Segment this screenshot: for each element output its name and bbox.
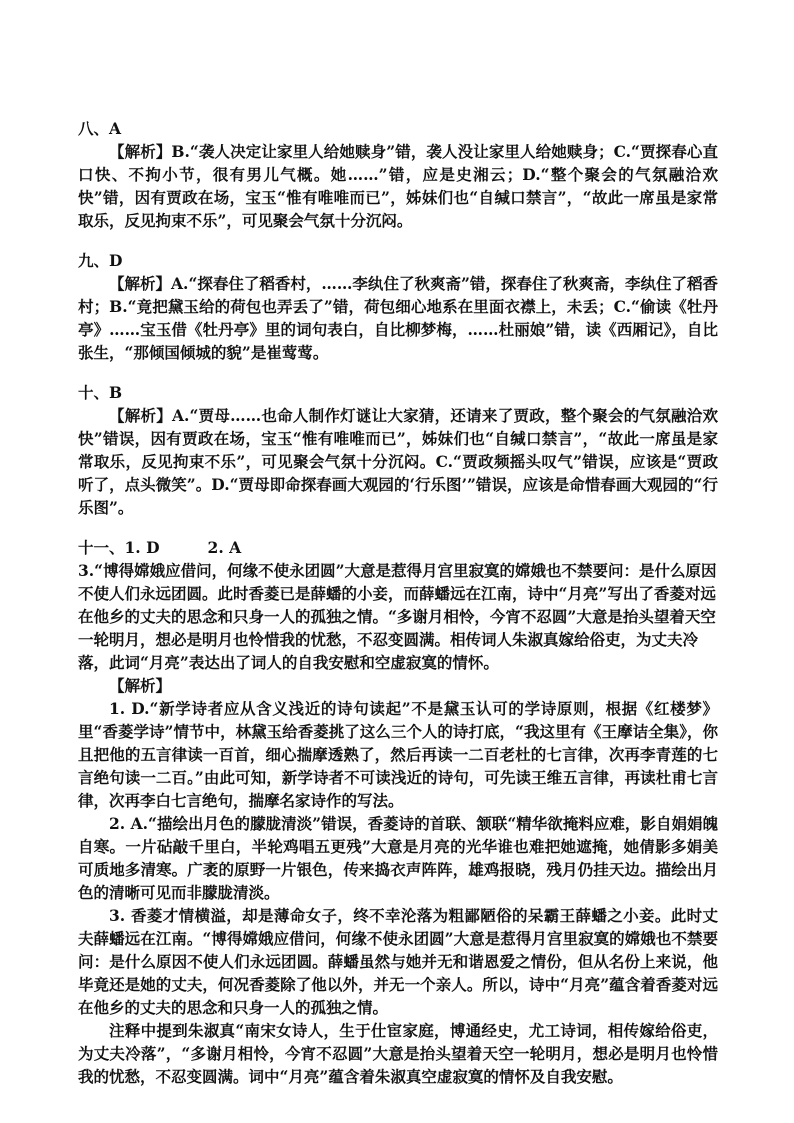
answer-section-9 <box>78 250 718 364</box>
answer-heading: 十、B <box>78 383 123 402</box>
analysis-paragraph: 【解析】A.“贾母……也命人制作灯谜让大家猜，还请来了贾政，整个聚会的气氛融洽欢快”错误，因有贾政在场，宝玉“惟有唯唯而已”，姊妹们也“自缄口禁言”，“故此一席虽是家常取乐，反见拘束不乐”，可见聚会气氛十分沉闷。C.“贾政频摇头叹气”错误，应该是“贾政听了，点头微笑”。D.“贾母即命探春画大观园的‘行乐图’”错误，应该是命惜春画大观园的“行乐图”。 <box>78 406 718 517</box>
answer-section-8 <box>78 118 718 232</box>
question-3-answer: 3.“博得嫦娥应借问，何缘不使永团圆”大意是惹得月宫里寂寞的嫦娥也不禁要问：是什么原因不使人们永远团圆。此时香菱已是薛蟠的小妾，而薛蟠远在江南，诗中“月亮”写出了香菱对远在他乡的丈夫的思念和只身一人的孤独之情。“多谢月相怜，今宵不忍圆”大意是抬头望着天空一轮明月，想必是明月也怜惜我的忧愁，不忍变圆满。相传词人朱淑真嫁给俗吏，为丈夫冷落，此词“月亮”表达出了词人的自我安慰和空虚寂寞的情怀。 <box>78 561 717 672</box>
analysis-paragraph: 【解析】B.“袭人决定让家里人给她赎身”错，袭人没让家里人给她赎身；C.“贾探春心直口快、不拘小节，很有男儿气概。她……”错，应是史湘云；D.“整个聚会的气氛融洽欢快”错，因有贾政在场，宝玉“惟有唯唯而已”，姊妹们也“自缄口禁言”，“故此一席虽是家常取乐，反见拘束不乐”，可见聚会气氛十分沉闷。 <box>78 142 718 230</box>
analysis-paragraph: 1. D.“新学诗者应从含义浅近的诗句读起”不是黛玉认可的学诗原则，根据《红楼梦》里“香菱学诗”情节中，林黛玉给香菱挑了这么三个人的诗打底，“我这里有《王摩诘全集》，你且把他的五言律读一百首，细心揣摩透熟了，然后再读一二百老杜的七言律，次再李青莲的七言绝句读一二百。”由此可知，新学诗者不可读浅近的诗句，可先读王维五言律，再读杜甫七言律，次再李白七言绝句，揣摩名家诗作的写法。 <box>78 699 718 810</box>
sub-answer-1: 十一、1. D <box>78 538 160 557</box>
answer-section-11 <box>78 537 718 1088</box>
analysis-paragraph: 2. A.“描绘出月色的朦胧清淡”错误，香菱诗的首联、颔联“精华欲掩料应难，影自娟娟魄自寒。一片砧敲千里白，半轮鸡唱五更残”大意是月亮的光华谁也难把她遮掩，她倩影多娟美可质地多清寒。广袤的原野一片银色，传来捣衣声阵阵，雄鸡报晓，残月仍挂天边。描绘出月色的清晰可见而非朦胧清淡。 <box>78 814 718 902</box>
answer-heading: 九、D <box>78 251 123 270</box>
analysis-paragraph: 【解析】A.“探春住了稻香村，……李纨住了秋爽斋”错，探春住了秋爽斋，李纨住了稻香村；B.“竟把黛玉给的荷包也弄丢了”错，荷包细心地系在里面衣襟上，未丢；C.“偷读《牡丹亭》……宝玉借《牡丹亭》里的词句表白，自比柳梦梅，……杜丽娘”错，读《西厢记》，自比张生，“那倾国倾城的貌”是崔莺莺。 <box>78 274 718 362</box>
analysis-paragraph: 3. 香菱才情横溢，却是薄命女子，终不幸沦落为粗鄙陋俗的呆霸王薛蟠之小妾。此时丈夫薛蟠远在江南。“博得嫦娥应借问，何缘不使永团圆”大意是惹得月宫里寂寞的嫦娥也不禁要问：是什么原因不使人们永远团圆。薛蟠虽然与她并无和谐恩爱之情份，但从名份上来说，他毕竟还是她的丈夫，何况香菱除了他以外，并无一个亲人。所以，诗中“月亮”蕴含着香菱对远在他乡的丈夫的思念和只身一人的孤独之情。 <box>78 906 718 1017</box>
answer-heading <box>78 537 718 559</box>
answer-content <box>78 118 718 1106</box>
answer-heading: 八、A <box>78 119 122 138</box>
sub-answer-2: 2. A <box>207 538 242 557</box>
answer-section-10 <box>78 382 718 519</box>
analysis-label: 【解析】 <box>109 676 172 695</box>
analysis-paragraph: 注释中提到朱淑真“南宋女诗人，生于仕宦家庭，博通经史，尤工诗词，相传嫁给俗吏，为丈夫冷落”，“多谢月相怜，今宵不忍圆”大意是抬头望着天空一轮明月，想必是明月也怜惜我的忧愁，不忍变圆满。词中“月亮”蕴含着朱淑真空虚寂寞的情怀及自我安慰。 <box>78 1021 718 1086</box>
